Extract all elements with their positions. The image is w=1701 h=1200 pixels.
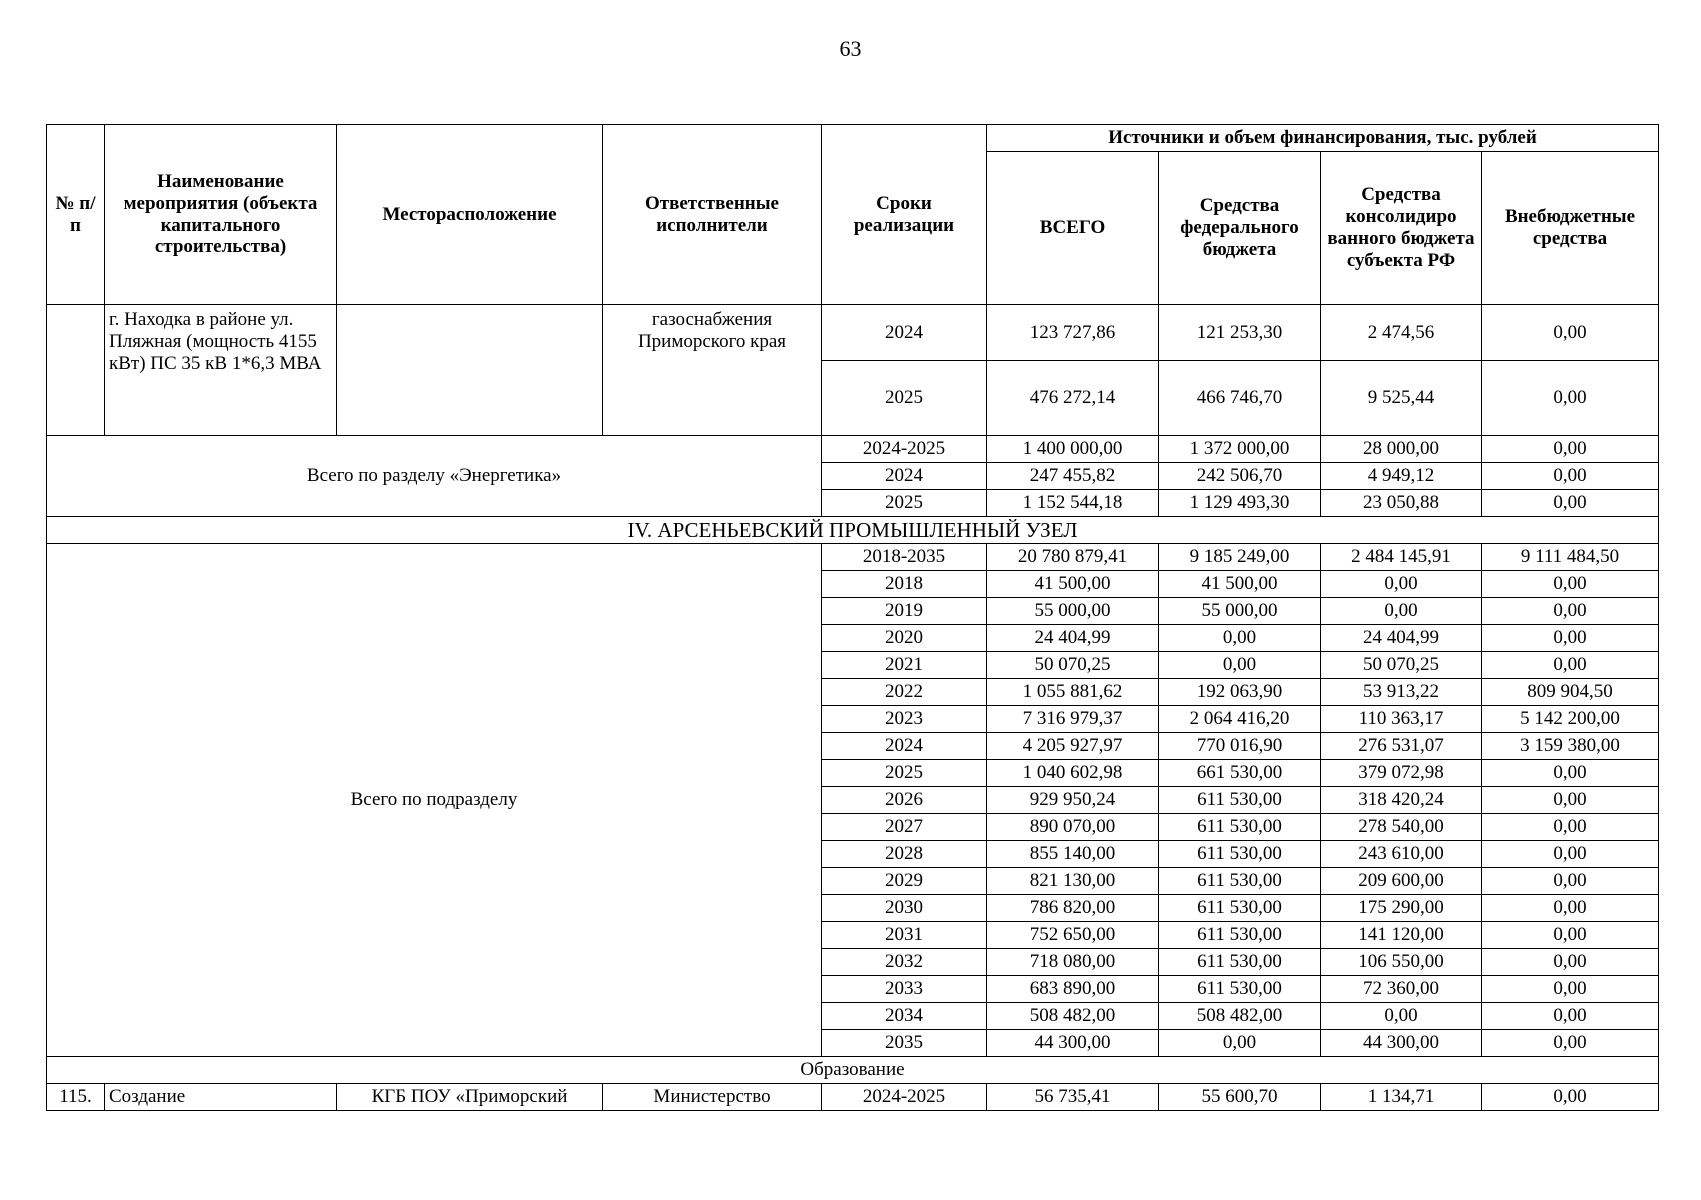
subsection-total-consolidated: 141 120,00 [1321, 922, 1482, 949]
subsection-total-consolidated: 24 404,99 [1321, 625, 1482, 652]
subsection-total-consolidated: 44 300,00 [1321, 1030, 1482, 1057]
subsection-total-extra: 0,00 [1482, 571, 1659, 598]
energy-total-label: Всего по разделу «Энергетика» [47, 436, 822, 517]
subsection-total-extra: 0,00 [1482, 598, 1659, 625]
subsection-total-total: 508 482,00 [987, 1003, 1159, 1030]
energy-total-row [47, 436, 1659, 463]
subsection-total-federal: 0,00 [1159, 652, 1321, 679]
education-title: Образование [47, 1057, 1659, 1084]
energy-total-total: 1 152 544,18 [987, 490, 1159, 517]
project-total: 123 727,86 [987, 305, 1159, 361]
subsection-total-consolidated: 0,00 [1321, 1003, 1482, 1030]
row-num: 115. [47, 1084, 105, 1111]
energy-total-total: 247 455,82 [987, 463, 1159, 490]
subsection-total-federal: 0,00 [1159, 1030, 1321, 1057]
row-executors: Министерство [603, 1084, 822, 1111]
header-location: Месторасположение [337, 125, 603, 305]
header-funding-group: Источники и объем финансирования, тыс. рублей [987, 125, 1659, 152]
subsection-total-total: 683 890,00 [987, 976, 1159, 1003]
subsection-total-year: 2035 [822, 1030, 987, 1057]
subsection-total-year: 2033 [822, 976, 987, 1003]
subsection-total-federal: 611 530,00 [1159, 787, 1321, 814]
subsection-total-extra: 0,00 [1482, 976, 1659, 1003]
subsection-total-extra: 0,00 [1482, 625, 1659, 652]
subsection-total-year: 2027 [822, 814, 987, 841]
subsection-total-extra: 0,00 [1482, 949, 1659, 976]
subsection-total-extra: 0,00 [1482, 841, 1659, 868]
header-extra: Внебюджетные средства [1482, 152, 1659, 305]
project-federal: 466 746,70 [1159, 361, 1321, 436]
energy-total-body [47, 436, 1659, 517]
project-num-cell [47, 305, 105, 436]
subsection-total-extra: 0,00 [1482, 1003, 1659, 1030]
header-consolidated: Средства консолидиро ванного бюджета субъекта РФ [1321, 152, 1482, 305]
subsection-total-total: 1 040 602,98 [987, 760, 1159, 787]
energy-total-federal: 1 129 493,30 [1159, 490, 1321, 517]
header-executors: Ответственные исполнители [603, 125, 822, 305]
subsection-total-consolidated: 278 540,00 [1321, 814, 1482, 841]
subsection-total-extra: 5 142 200,00 [1482, 706, 1659, 733]
subsection-total-extra: 3 159 380,00 [1482, 733, 1659, 760]
subsection-total-total: 929 950,24 [987, 787, 1159, 814]
header-federal: Средства федерального бюджета [1159, 152, 1321, 305]
energy-total-federal: 242 506,70 [1159, 463, 1321, 490]
subsection-total-consolidated: 106 550,00 [1321, 949, 1482, 976]
energy-total-consolidated: 28 000,00 [1321, 436, 1482, 463]
energy-total-federal: 1 372 000,00 [1159, 436, 1321, 463]
energy-total-extra: 0,00 [1482, 490, 1659, 517]
subsection-total-label: Всего по подразделу [47, 544, 822, 1057]
subsection-total-row [47, 544, 1659, 571]
subsection-total-federal: 41 500,00 [1159, 571, 1321, 598]
project-extra: 0,00 [1482, 361, 1659, 436]
energy-total-total: 1 400 000,00 [987, 436, 1159, 463]
financing-table [46, 124, 1659, 1111]
subsection-total-year: 2025 [822, 760, 987, 787]
subsection-total-total: 44 300,00 [987, 1030, 1159, 1057]
subsection-total-consolidated: 243 610,00 [1321, 841, 1482, 868]
project-location-cell [337, 305, 603, 436]
subsection-total-total: 7 316 979,37 [987, 706, 1159, 733]
project-executors: газоснабжения Приморского края [603, 305, 822, 436]
subsection-total-consolidated: 0,00 [1321, 571, 1482, 598]
subsection-total-total: 718 080,00 [987, 949, 1159, 976]
subsection-total-federal: 508 482,00 [1159, 1003, 1321, 1030]
subsection-total-extra: 0,00 [1482, 652, 1659, 679]
project-name: г. Находка в районе ул. Пляжная (мощность 4155 кВт) ПС 35 кВ 1*6,3 МВА [105, 305, 337, 436]
project-year: 2024 [822, 305, 987, 361]
energy-total-year: 2024-2025 [822, 436, 987, 463]
subsection-total-consolidated: 379 072,98 [1321, 760, 1482, 787]
subsection-total-total: 752 650,00 [987, 922, 1159, 949]
subsection-total-federal: 770 016,90 [1159, 733, 1321, 760]
subsection-total-consolidated: 50 070,25 [1321, 652, 1482, 679]
subsection-total-year: 2020 [822, 625, 987, 652]
subsection-total-federal: 9 185 249,00 [1159, 544, 1321, 571]
energy-total-year: 2025 [822, 490, 987, 517]
subsection-total-extra: 0,00 [1482, 868, 1659, 895]
subsection-total-year: 2021 [822, 652, 987, 679]
subsection-total-consolidated: 53 913,22 [1321, 679, 1482, 706]
subsection-total-federal: 55 000,00 [1159, 598, 1321, 625]
subsection-total-year: 2030 [822, 895, 987, 922]
subsection-total-consolidated: 209 600,00 [1321, 868, 1482, 895]
subsection-total-body [47, 544, 1659, 1057]
subsection-total-consolidated: 2 484 145,91 [1321, 544, 1482, 571]
header-num: № п/п [47, 125, 105, 305]
subsection-total-total: 1 055 881,62 [987, 679, 1159, 706]
subsection-total-year: 2019 [822, 598, 987, 625]
project-consolidated: 2 474,56 [1321, 305, 1482, 361]
subsection-total-total: 55 000,00 [987, 598, 1159, 625]
subsection-total-extra: 0,00 [1482, 787, 1659, 814]
page-number: 63 [839, 36, 862, 61]
subsection-total-federal: 0,00 [1159, 625, 1321, 652]
energy-total-consolidated: 4 949,12 [1321, 463, 1482, 490]
subsection-total-total: 41 500,00 [987, 571, 1159, 598]
subsection-total-year: 2022 [822, 679, 987, 706]
subsection-total-total: 50 070,25 [987, 652, 1159, 679]
row-year: 2024-2025 [822, 1084, 987, 1111]
subsection-total-extra: 0,00 [1482, 814, 1659, 841]
subsection-total-extra: 0,00 [1482, 922, 1659, 949]
subsection-total-year: 2023 [822, 706, 987, 733]
subsection-total-federal: 611 530,00 [1159, 814, 1321, 841]
subsection-total-year: 2028 [822, 841, 987, 868]
subsection-total-federal: 611 530,00 [1159, 868, 1321, 895]
subsection-total-year: 2018 [822, 571, 987, 598]
subsection-total-year: 2026 [822, 787, 987, 814]
subsection-total-federal: 611 530,00 [1159, 976, 1321, 1003]
subsection-total-consolidated: 318 420,24 [1321, 787, 1482, 814]
header-name: Наименование мероприятия (объекта капитального строительства) [105, 125, 337, 305]
subsection-total-federal: 661 530,00 [1159, 760, 1321, 787]
row-extra: 0,00 [1482, 1084, 1659, 1111]
subsection-total-year: 2034 [822, 1003, 987, 1030]
subsection-total-federal: 611 530,00 [1159, 841, 1321, 868]
subsection-total-consolidated: 72 360,00 [1321, 976, 1482, 1003]
subsection-total-consolidated: 175 290,00 [1321, 895, 1482, 922]
header-total: ВСЕГО [987, 152, 1159, 305]
row-consolidated: 1 134,71 [1321, 1084, 1482, 1111]
row-total: 56 735,41 [987, 1084, 1159, 1111]
subsection-total-federal: 192 063,90 [1159, 679, 1321, 706]
subsection-total-total: 4 205 927,97 [987, 733, 1159, 760]
subsection-total-year: 2032 [822, 949, 987, 976]
header-terms: Сроки реализации [822, 125, 987, 305]
energy-total-consolidated: 23 050,88 [1321, 490, 1482, 517]
project-federal: 121 253,30 [1159, 305, 1321, 361]
subsection-total-year: 2031 [822, 922, 987, 949]
energy-total-extra: 0,00 [1482, 463, 1659, 490]
subsection-total-total: 890 070,00 [987, 814, 1159, 841]
subsection-total-extra: 9 111 484,50 [1482, 544, 1659, 571]
energy-total-year: 2024 [822, 463, 987, 490]
subsection-total-extra: 0,00 [1482, 895, 1659, 922]
subsection-total-federal: 611 530,00 [1159, 922, 1321, 949]
subsection-total-consolidated: 276 531,07 [1321, 733, 1482, 760]
project-year: 2025 [822, 361, 987, 436]
subsection-total-federal: 2 064 416,20 [1159, 706, 1321, 733]
subsection-total-federal: 611 530,00 [1159, 895, 1321, 922]
subsection-total-total: 20 780 879,41 [987, 544, 1159, 571]
subsection-total-total: 24 404,99 [987, 625, 1159, 652]
subsection-total-federal: 611 530,00 [1159, 949, 1321, 976]
section-title: IV. АРСЕНЬЕВСКИЙ ПРОМЫШЛЕННЫЙ УЗЕЛ [47, 517, 1659, 544]
row-name: Создание [105, 1084, 337, 1111]
energy-total-extra: 0,00 [1482, 436, 1659, 463]
subsection-total-extra: 0,00 [1482, 760, 1659, 787]
subsection-total-consolidated: 110 363,17 [1321, 706, 1482, 733]
subsection-total-extra: 809 904,50 [1482, 679, 1659, 706]
row-federal: 55 600,70 [1159, 1084, 1321, 1111]
subsection-total-total: 786 820,00 [987, 895, 1159, 922]
subsection-total-extra: 0,00 [1482, 1030, 1659, 1057]
subsection-total-consolidated: 0,00 [1321, 598, 1482, 625]
subsection-total-year: 2024 [822, 733, 987, 760]
subsection-total-total: 821 130,00 [987, 868, 1159, 895]
subsection-total-year: 2029 [822, 868, 987, 895]
project-total: 476 272,14 [987, 361, 1159, 436]
project-consolidated: 9 525,44 [1321, 361, 1482, 436]
subsection-total-total: 855 140,00 [987, 841, 1159, 868]
subsection-total-year: 2018-2035 [822, 544, 987, 571]
row-location: КГБ ПОУ «Приморский [337, 1084, 603, 1111]
project-extra: 0,00 [1482, 305, 1659, 361]
